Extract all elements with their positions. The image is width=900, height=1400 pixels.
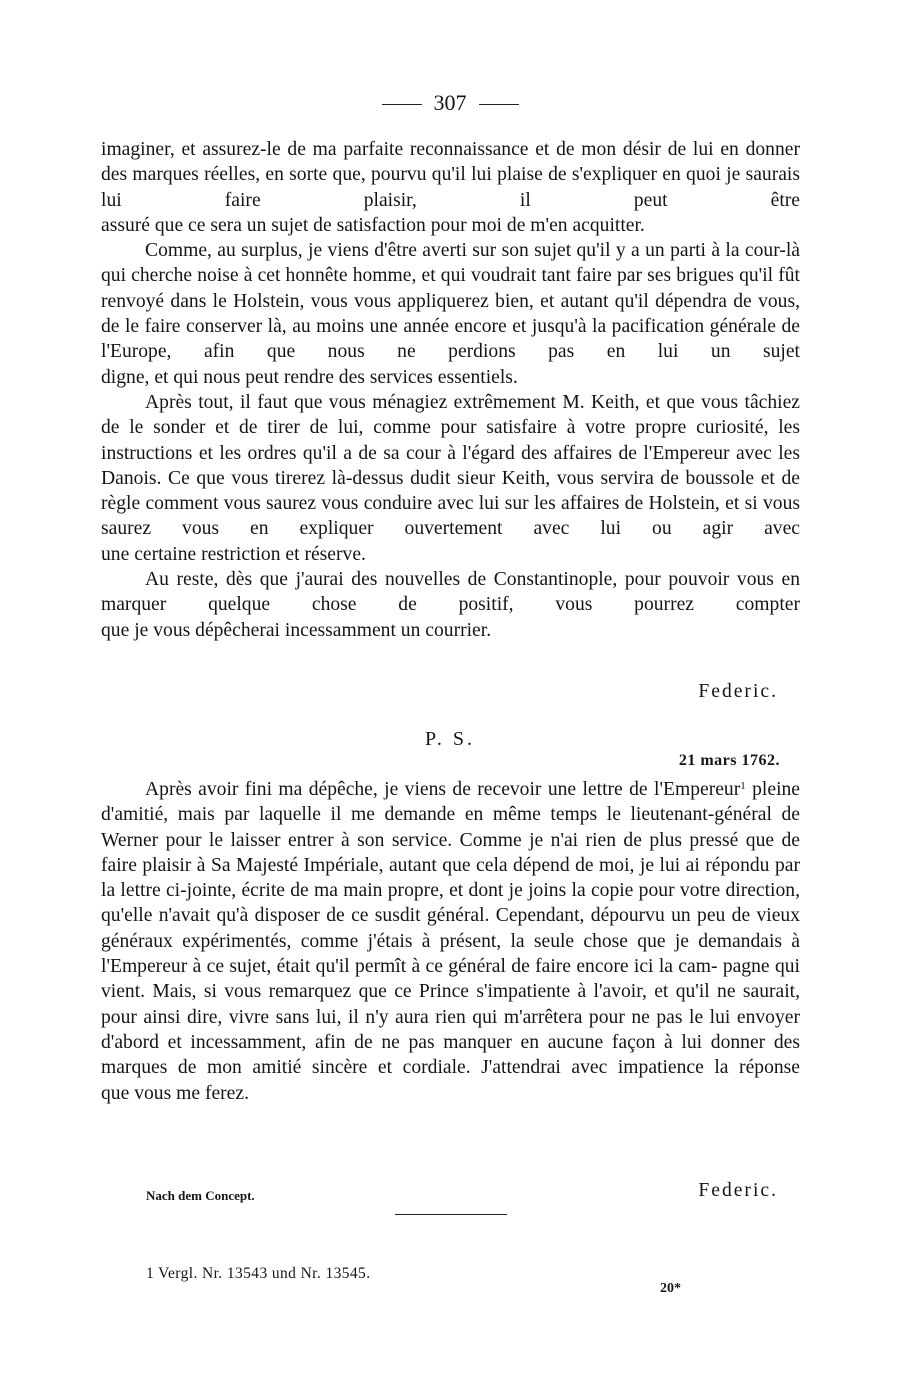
ps-paragraph: Après avoir fini ma dépêche, je viens de recevoir une lettre de l'Empereur$^1$ pleine d'amitié, mais par laquelle il me demande en même temps le lieutenant-général de Werner pour le laisser entrer à son service. Comme je n'ai rien de plus pressé que de faire plaisir à Sa Majesté Impériale, autant que cela dépend de moi, je lui ai répondu par la lettre ci-jointe, écrite de ma main propre, et dont je joins la copie pour votre direction, qu'elle n'avait qu'à disposer de ce susdit général. Cependant, dépourvu un peu de vieux généraux expérimentés, comme j'étais à présent, la seule chose que je demandais à l'Empereur à ce sujet, était qu'il permît à ce général de faire encore ici la cam- pagne qui vient. Mais, si vous remarquez que ce Prince s'impatiente à l'avoir, et qu'il ne saurait, pour ainsi dire, vivre sans lui, il n'y aura rien qui m'arrêtera pour ne pas le lui envoyer d'abord et incessamment, afin de ne pas manquer en aucune façon à lui donner des marques de mon amitié sincère et cordiale. J'attendrai avec impatience la réponse xyxy=(101,779,801,1079)
postscript-body xyxy=(101,774,800,1106)
paragraph-4-end: que je vous dépêcherai incessamment un courrier. xyxy=(101,619,492,641)
source-note: Nach dem Concept. xyxy=(146,1188,255,1203)
paragraph-4: Au reste, dès que j'aurai des nouvelles de Constantinople, pour pouvoir vous en marquer quelque chose de positif, vous pourrez compter xyxy=(101,569,801,616)
signature-1: Federic. xyxy=(698,681,778,702)
footnote-marker: 1 xyxy=(740,780,746,792)
page-number: 307 xyxy=(0,90,900,116)
letter-body xyxy=(101,137,800,644)
footnote: 1 Vergl. Nr. 13543 und Nr. 13545. xyxy=(146,1265,371,1282)
footnote-separator xyxy=(395,1214,507,1215)
page-number-dash-left xyxy=(382,104,422,105)
signature-2: Federic. xyxy=(698,1180,778,1201)
paragraph-1: imaginer, et assurez-le de ma parfaite reconnaissance et de mon désir de lui en donner des marques réelles, en sorte que, pourvu qu'il lui plaise de s'expliquer en quoi je saurais lui faire plaisir, il peut être xyxy=(101,139,801,211)
ps-date: 21 mars 1762. xyxy=(678,752,780,769)
page-number-dash-right xyxy=(479,104,519,105)
ps-paragraph-end: que vous me ferez. xyxy=(101,1082,249,1104)
ps-heading: P. S. xyxy=(424,728,476,750)
ps-line-2-rest: pleine d'amitié, mais par laquelle il me demande en même xyxy=(101,779,801,826)
paragraph-2: Comme, au surplus, je viens d'être averti sur son sujet qu'il y a un parti à la cour-là qui cherche noise à cet honnête homme, et qui voudrait tant faire par ses brigues qu'il fût renvoyé dans le Holstein, vous vous appliquerez bien, et autant qu'il dépendra de vous, de le faire conserver là, au moins une année encore et jusqu'à la pacification générale de l'Europe, afin que nous ne perdions pas en lui un sujet xyxy=(101,240,801,363)
ps-line-2-start: l'Empereur xyxy=(654,779,741,800)
paragraph-1-end: assuré que ce sera un sujet de satisfaction pour moi de m'en acquitter. xyxy=(101,214,645,236)
paragraph-3: Après tout, il faut que vous ménagiez extrêmement M. Keith, et que vous tâchiez de le sonder et de tirer de lui, comme pour satisfaire à votre propre curiosité, les instructions et les ordres qu'il a de sa cour à l'égard des affaires de l'Empereur avec les Danois. Ce que vous tirerez là-dessus dudit sieur Keith, vous servira de boussole et de règle comment vous saurez vous conduire avec lui sur les affaires de Holstein, et si vous saurez vous en expliquer ouvertement avec lui ou agir avec xyxy=(101,391,801,540)
paragraph-2-end: digne, et qui nous peut rendre des services essentiels. xyxy=(101,366,518,388)
signature-mark: 20* xyxy=(660,1281,681,1296)
paragraph-3-end: une certaine restriction et réserve. xyxy=(101,543,366,565)
